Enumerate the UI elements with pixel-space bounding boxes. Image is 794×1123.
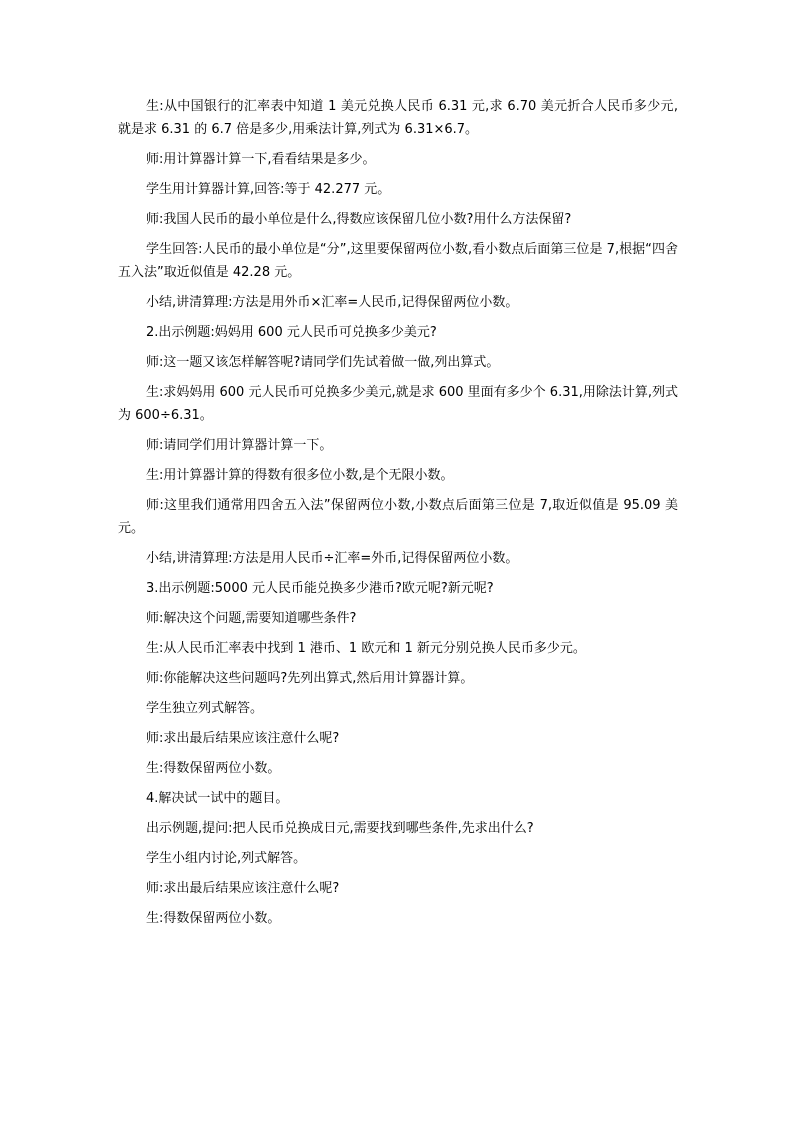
paragraph: 小结,讲清算理:方法是用外币×汇率=人民币,记得保留两位小数。 [146, 295, 519, 310]
paragraph: 师:这一题又该怎样解答呢?请同学们先试着做一做,列出算式。 [146, 355, 500, 370]
paragraph: 师:请同学们用计算器计算一下。 [146, 438, 333, 453]
paragraph: 4.解决试一试中的题目。 [146, 791, 289, 806]
paragraph: 师:解决这个问题,需要知道哪些条件? [146, 611, 357, 626]
paragraph: 生:用计算器计算的得数有很多位小数,是个无限小数。 [146, 468, 454, 483]
paragraph: 师:求出最后结果应该注意什么呢? [146, 731, 340, 746]
paragraph: 小结,讲清算理:方法是用人民币÷汇率=外币,记得保留两位小数。 [146, 551, 519, 566]
paragraph: 出示例题,提问:把人民币兑换成日元,需要找到哪些条件,先求出什么? [146, 821, 534, 836]
paragraph: 师:用计算器计算一下,看看结果是多少。 [146, 152, 376, 167]
paragraph: 学生回答:人民币的最小单位是“分”,这里要保留两位小数,看小数点后面第三位是 7,根据“四舍五入法”取近似值是 42.28 元。 [118, 242, 678, 280]
paragraph: 师:你能解决这些问题吗?先列出算式,然后用计算器计算。 [146, 671, 474, 686]
paragraph: 生:从中国银行的汇率表中知道 1 美元兑换人民币 6.31 元,求 6.70 美元折合人民币多少元,就是求 6.31 的 6.7 倍是多少,用乘法计算,列式为 6.31×6.7。 [118, 99, 678, 137]
paragraph: 生:得数保留两位小数。 [146, 911, 281, 926]
paragraph: 2.出示例题:妈妈用 600 元人民币可兑换多少美元? [146, 325, 437, 340]
paragraph: 师:这里我们通常用四舍五入法”保留两位小数,小数点后面第三位是 7,取近似值是 95.09 美元。 [118, 498, 678, 536]
paragraph: 学生小组内讨论,列式解答。 [146, 851, 307, 866]
paragraph: 生:得数保留两位小数。 [146, 761, 281, 776]
paragraph: 师:我国人民币的最小单位是什么,得数应该保留几位小数?用什么方法保留? [146, 212, 572, 227]
document-body [118, 96, 678, 938]
paragraph: 生:从人民币汇率表中找到 1 港币、1 欧元和 1 新元分别兑换人民币多少元。 [146, 641, 586, 656]
paragraph: 生:求妈妈用 600 元人民币可兑换多少美元,就是求 600 里面有多少个 6.31,用除法计算,列式为 600÷6.31。 [118, 385, 679, 423]
paragraph: 师:求出最后结果应该注意什么呢? [146, 881, 340, 896]
paragraph: 学生独立列式解答。 [146, 701, 264, 716]
paragraph: 学生用计算器计算,回答:等于 42.277 元。 [146, 182, 391, 197]
paragraph: 3.出示例题:5000 元人民币能兑换多少港币?欧元呢?新元呢? [146, 581, 494, 596]
